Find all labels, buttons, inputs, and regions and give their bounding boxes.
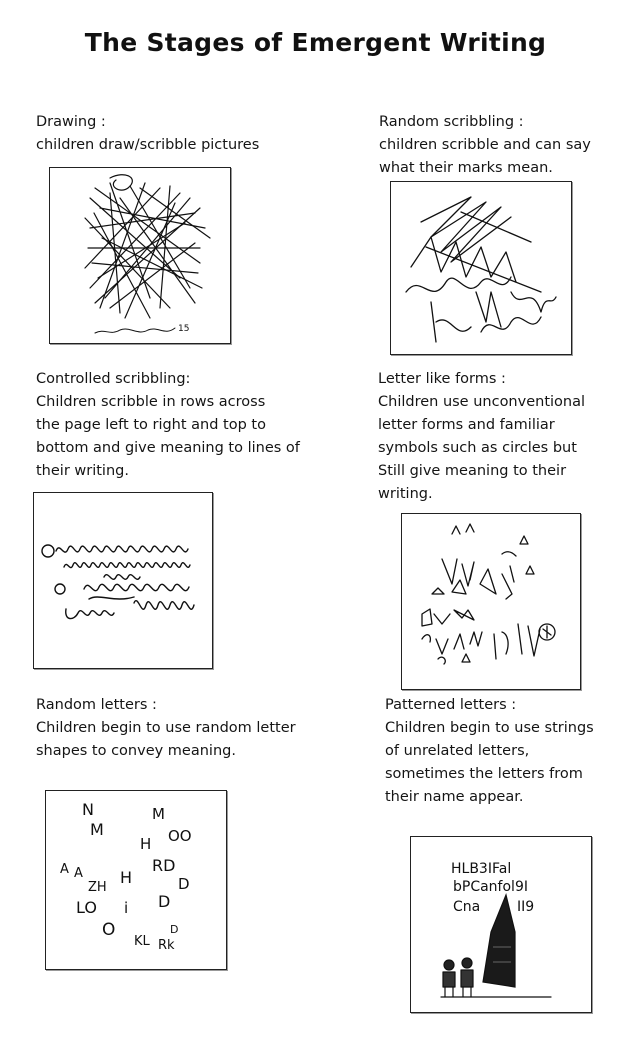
stage-description-line: children draw/scribble pictures <box>36 137 260 153</box>
letter-string: II9 <box>517 899 535 915</box>
patterned-letters-sample-image <box>410 836 592 1013</box>
stage-description-line: bottom and give meaning to lines of <box>36 440 300 456</box>
letter-glyph: H <box>120 868 133 887</box>
letter-glyph: D <box>170 923 179 936</box>
patterned-letter-writing <box>411 837 591 1012</box>
stage-description-line: the page left to right and top to <box>36 417 266 433</box>
letter-string: bPCanfol9I <box>453 879 528 895</box>
house-drawing <box>483 895 515 987</box>
stage-description-line: Still give meaning to their <box>378 463 567 479</box>
letter-glyph: O <box>102 920 116 940</box>
letter-glyph: A <box>74 866 83 881</box>
page-title: The Stages of Emergent Writing <box>84 28 547 57</box>
stage-description-line: symbols such as circles but <box>378 440 577 456</box>
stage-patterned-letters-caption <box>385 694 594 809</box>
stage-letter-like-forms-caption <box>378 368 585 506</box>
letter-glyph: i <box>124 899 129 917</box>
letter-string: Cna <box>453 899 481 915</box>
letter-like-forms-sample-image <box>401 513 581 690</box>
letter-glyph: H <box>140 835 152 853</box>
stage-description-line: letter forms and familiar <box>378 417 555 433</box>
controlled-scribbling-sample-image <box>33 492 213 669</box>
stage-heading: Letter like forms : <box>378 371 506 387</box>
stage-description-line: Children use unconventional <box>378 394 586 410</box>
letter-glyph: N <box>82 800 94 819</box>
drawing-sample-image <box>49 167 231 344</box>
random-letters-sample-image <box>45 790 227 970</box>
letter-glyph: D <box>158 892 171 911</box>
letter-glyph: LO <box>76 898 97 917</box>
stage-random-scribbling-caption <box>379 111 591 180</box>
stage-description-line: shapes to convey meaning. <box>36 743 236 759</box>
stage-description-line: Children begin to use random letter <box>36 720 296 736</box>
stage-description-line: their writing. <box>36 463 129 479</box>
stage-drawing-caption <box>36 111 259 157</box>
letter-glyph: OO <box>168 827 192 845</box>
stage-description-line: Children begin to use strings <box>385 720 594 736</box>
letter-glyph: D <box>178 875 190 893</box>
svg-text:15: 15 <box>178 324 190 334</box>
letter-glyph: A <box>60 862 69 877</box>
stage-description-line: of unrelated letters, <box>385 743 530 759</box>
letter-glyph: Rk <box>158 938 175 953</box>
scribble-drawing <box>50 168 230 343</box>
stage-controlled-scribbling-caption <box>36 368 300 483</box>
stage-heading: Random letters : <box>36 697 157 713</box>
stage-description-line: children scribble and can say <box>379 137 591 153</box>
stage-heading: Controlled scribbling: <box>36 371 191 387</box>
letter-glyph: KL <box>134 934 150 949</box>
letter-like-shapes <box>402 514 580 689</box>
letter-glyph: M <box>90 820 104 839</box>
stage-description-line: sometimes the letters from <box>385 766 583 782</box>
stage-heading: Random scribbling : <box>379 114 524 130</box>
random-scribbling-sample-image <box>390 181 572 355</box>
random-scribbling-marks <box>391 182 571 354</box>
stage-heading: Drawing : <box>36 114 106 130</box>
stage-random-letters-caption <box>36 694 296 763</box>
stage-heading: Patterned letters : <box>385 697 517 713</box>
letter-glyph: M <box>152 805 165 823</box>
letter-glyph: ZH <box>88 880 107 895</box>
letter-glyph: RD <box>152 856 176 875</box>
stage-description-line: what their marks mean. <box>379 160 553 176</box>
letter-string: HLB3IFal <box>451 861 512 877</box>
stage-description-line: writing. <box>378 486 433 502</box>
random-letter-shapes <box>46 791 226 969</box>
stage-description-line: Children scribble in rows across <box>36 394 266 410</box>
looped-scribble-rows <box>34 493 212 668</box>
stage-description-line: their name appear. <box>385 789 524 805</box>
